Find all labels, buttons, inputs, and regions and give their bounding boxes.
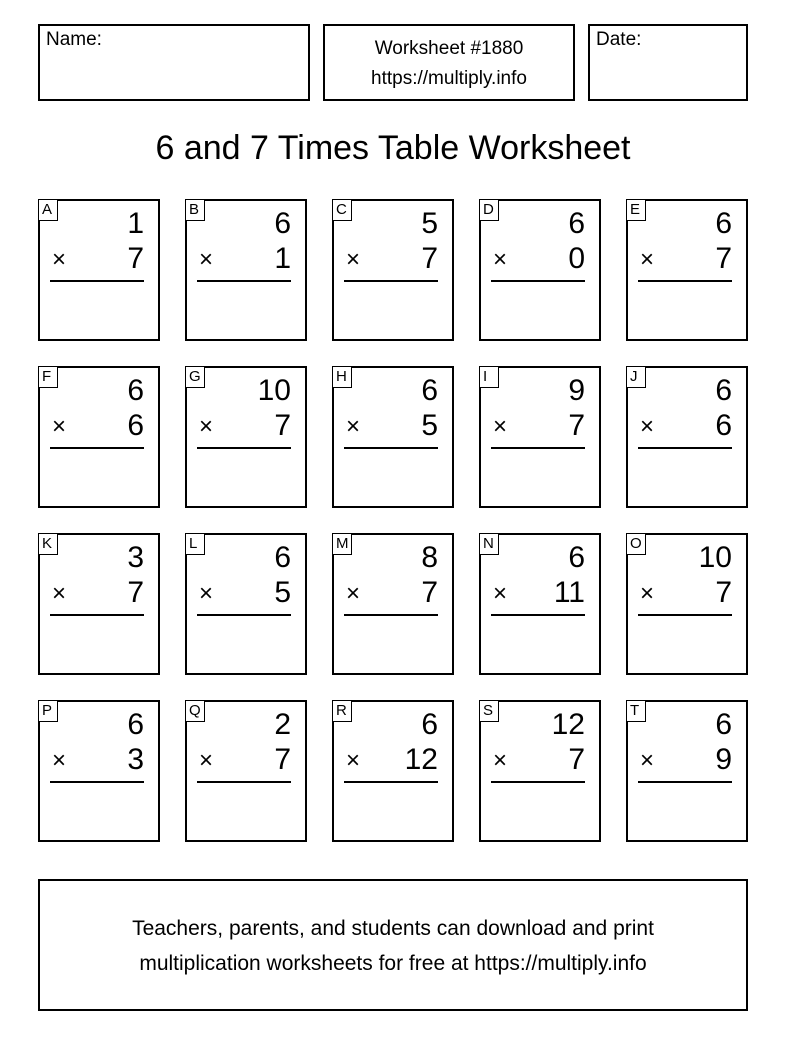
answer-line [197,614,291,616]
answer-line [197,447,291,449]
problem-letter: M [332,533,352,555]
multiply-sign: × [493,246,508,273]
answer-line [197,280,291,282]
multiply-sign: × [640,580,655,607]
answer-line [638,280,732,282]
multiply-sign: × [199,747,214,774]
problem-bottom-number: 12 [404,743,438,776]
problem-card[interactable] [626,199,748,341]
problem-card[interactable] [332,199,454,341]
problem-letter: B [185,199,205,221]
problem-card[interactable] [479,533,601,675]
problem-letter: S [479,700,499,722]
problem-bottom-number: 7 [127,576,144,609]
problem-top-number: 12 [551,708,585,741]
problem-bottom-number: 7 [568,743,585,776]
name-label: Name: [46,29,102,50]
multiply-sign: × [346,413,361,440]
problem-card[interactable] [332,366,454,508]
answer-line [638,447,732,449]
name-field[interactable] [38,24,310,101]
problem-top-number: 6 [421,374,438,407]
footer-note [38,879,748,1011]
problem-top-number: 2 [274,708,291,741]
problem-letter: D [479,199,499,221]
problem-bottom-number: 7 [715,576,732,609]
problem-card[interactable] [479,366,601,508]
multiply-sign: × [52,747,67,774]
problem-bottom-number: 3 [127,743,144,776]
problem-top-number: 6 [127,708,144,741]
problem-letter: K [38,533,58,555]
problem-bottom-number: 1 [274,242,291,275]
problem-top-number: 5 [421,207,438,240]
problem-letter: L [185,533,205,555]
problem-letter: J [626,366,646,388]
answer-line [491,447,585,449]
problem-top-number: 6 [715,708,732,741]
problem-card[interactable] [626,700,748,842]
multiply-sign: × [199,413,214,440]
answer-line [491,781,585,783]
footer-line-1: Teachers, parents, and students can download and print [132,917,654,940]
multiply-sign: × [346,747,361,774]
problem-bottom-number: 7 [274,409,291,442]
problem-card[interactable] [626,366,748,508]
problem-letter: O [626,533,646,555]
answer-line [344,781,438,783]
problem-card[interactable] [185,366,307,508]
problem-top-number: 6 [568,541,585,574]
problem-card[interactable] [38,533,160,675]
multiply-sign: × [346,580,361,607]
problem-top-number: 6 [568,207,585,240]
multiply-sign: × [52,246,67,273]
problem-top-number: 6 [274,541,291,574]
problem-card[interactable] [626,533,748,675]
problem-card[interactable] [479,700,601,842]
problem-bottom-number: 9 [715,743,732,776]
problem-bottom-number: 0 [568,242,585,275]
problem-letter: G [185,366,205,388]
answer-line [491,614,585,616]
problem-bottom-number: 7 [421,242,438,275]
problem-top-number: 10 [698,541,732,574]
problem-letter: E [626,199,646,221]
problem-top-number: 10 [257,374,291,407]
multiply-sign: × [52,413,67,440]
problem-letter: I [479,366,499,388]
problem-top-number: 9 [568,374,585,407]
problem-letter: Q [185,700,205,722]
problem-bottom-number: 6 [127,409,144,442]
problem-bottom-number: 7 [715,242,732,275]
problem-top-number: 6 [274,207,291,240]
answer-line [50,614,144,616]
answer-line [50,447,144,449]
multiply-sign: × [493,413,508,440]
answer-line [344,280,438,282]
problem-card[interactable] [479,199,601,341]
problem-top-number: 3 [127,541,144,574]
problem-card[interactable] [38,700,160,842]
problem-top-number: 1 [127,207,144,240]
problem-bottom-number: 11 [553,576,585,609]
problem-card[interactable] [185,700,307,842]
multiply-sign: × [52,580,67,607]
problem-letter: P [38,700,58,722]
problem-card[interactable] [332,533,454,675]
answer-line [50,280,144,282]
problem-card[interactable] [332,700,454,842]
problem-letter: T [626,700,646,722]
problem-top-number: 6 [421,708,438,741]
problem-grid [38,199,748,842]
worksheet-info-box [323,24,575,101]
problem-top-number: 6 [127,374,144,407]
footer-line-2: multiplication worksheets for free at https://multiply.info [139,952,647,975]
problem-card[interactable] [38,199,160,341]
answer-line [197,781,291,783]
worksheet-number: Worksheet #1880 [374,38,524,59]
multiply-sign: × [199,246,214,273]
problem-letter: C [332,199,352,221]
answer-line [491,280,585,282]
problem-letter: R [332,700,352,722]
date-field[interactable] [588,24,748,101]
problem-bottom-number: 5 [421,409,438,442]
problem-bottom-number: 7 [127,242,144,275]
problem-card[interactable] [38,366,160,508]
problem-bottom-number: 7 [568,409,585,442]
page-title: 6 and 7 Times Table Worksheet [155,129,631,167]
answer-line [344,614,438,616]
answer-line [638,614,732,616]
problem-top-number: 6 [715,207,732,240]
problem-bottom-number: 5 [274,576,291,609]
problem-letter: H [332,366,352,388]
multiply-sign: × [493,580,508,607]
answer-line [638,781,732,783]
multiply-sign: × [493,747,508,774]
multiply-sign: × [346,246,361,273]
problem-top-number: 6 [715,374,732,407]
problem-card[interactable] [185,199,307,341]
problem-top-number: 8 [421,541,438,574]
problem-bottom-number: 7 [421,576,438,609]
multiply-sign: × [640,413,655,440]
answer-line [50,781,144,783]
problem-letter: F [38,366,58,388]
date-label: Date: [596,29,642,50]
problem-letter: A [38,199,58,221]
problem-bottom-number: 6 [715,409,732,442]
multiply-sign: × [640,246,655,273]
problem-card[interactable] [185,533,307,675]
multiply-sign: × [199,580,214,607]
multiply-sign: × [640,747,655,774]
problem-bottom-number: 7 [274,743,291,776]
problem-letter: N [479,533,499,555]
answer-line [344,447,438,449]
worksheet-url[interactable]: https://multiply.info [371,68,527,89]
